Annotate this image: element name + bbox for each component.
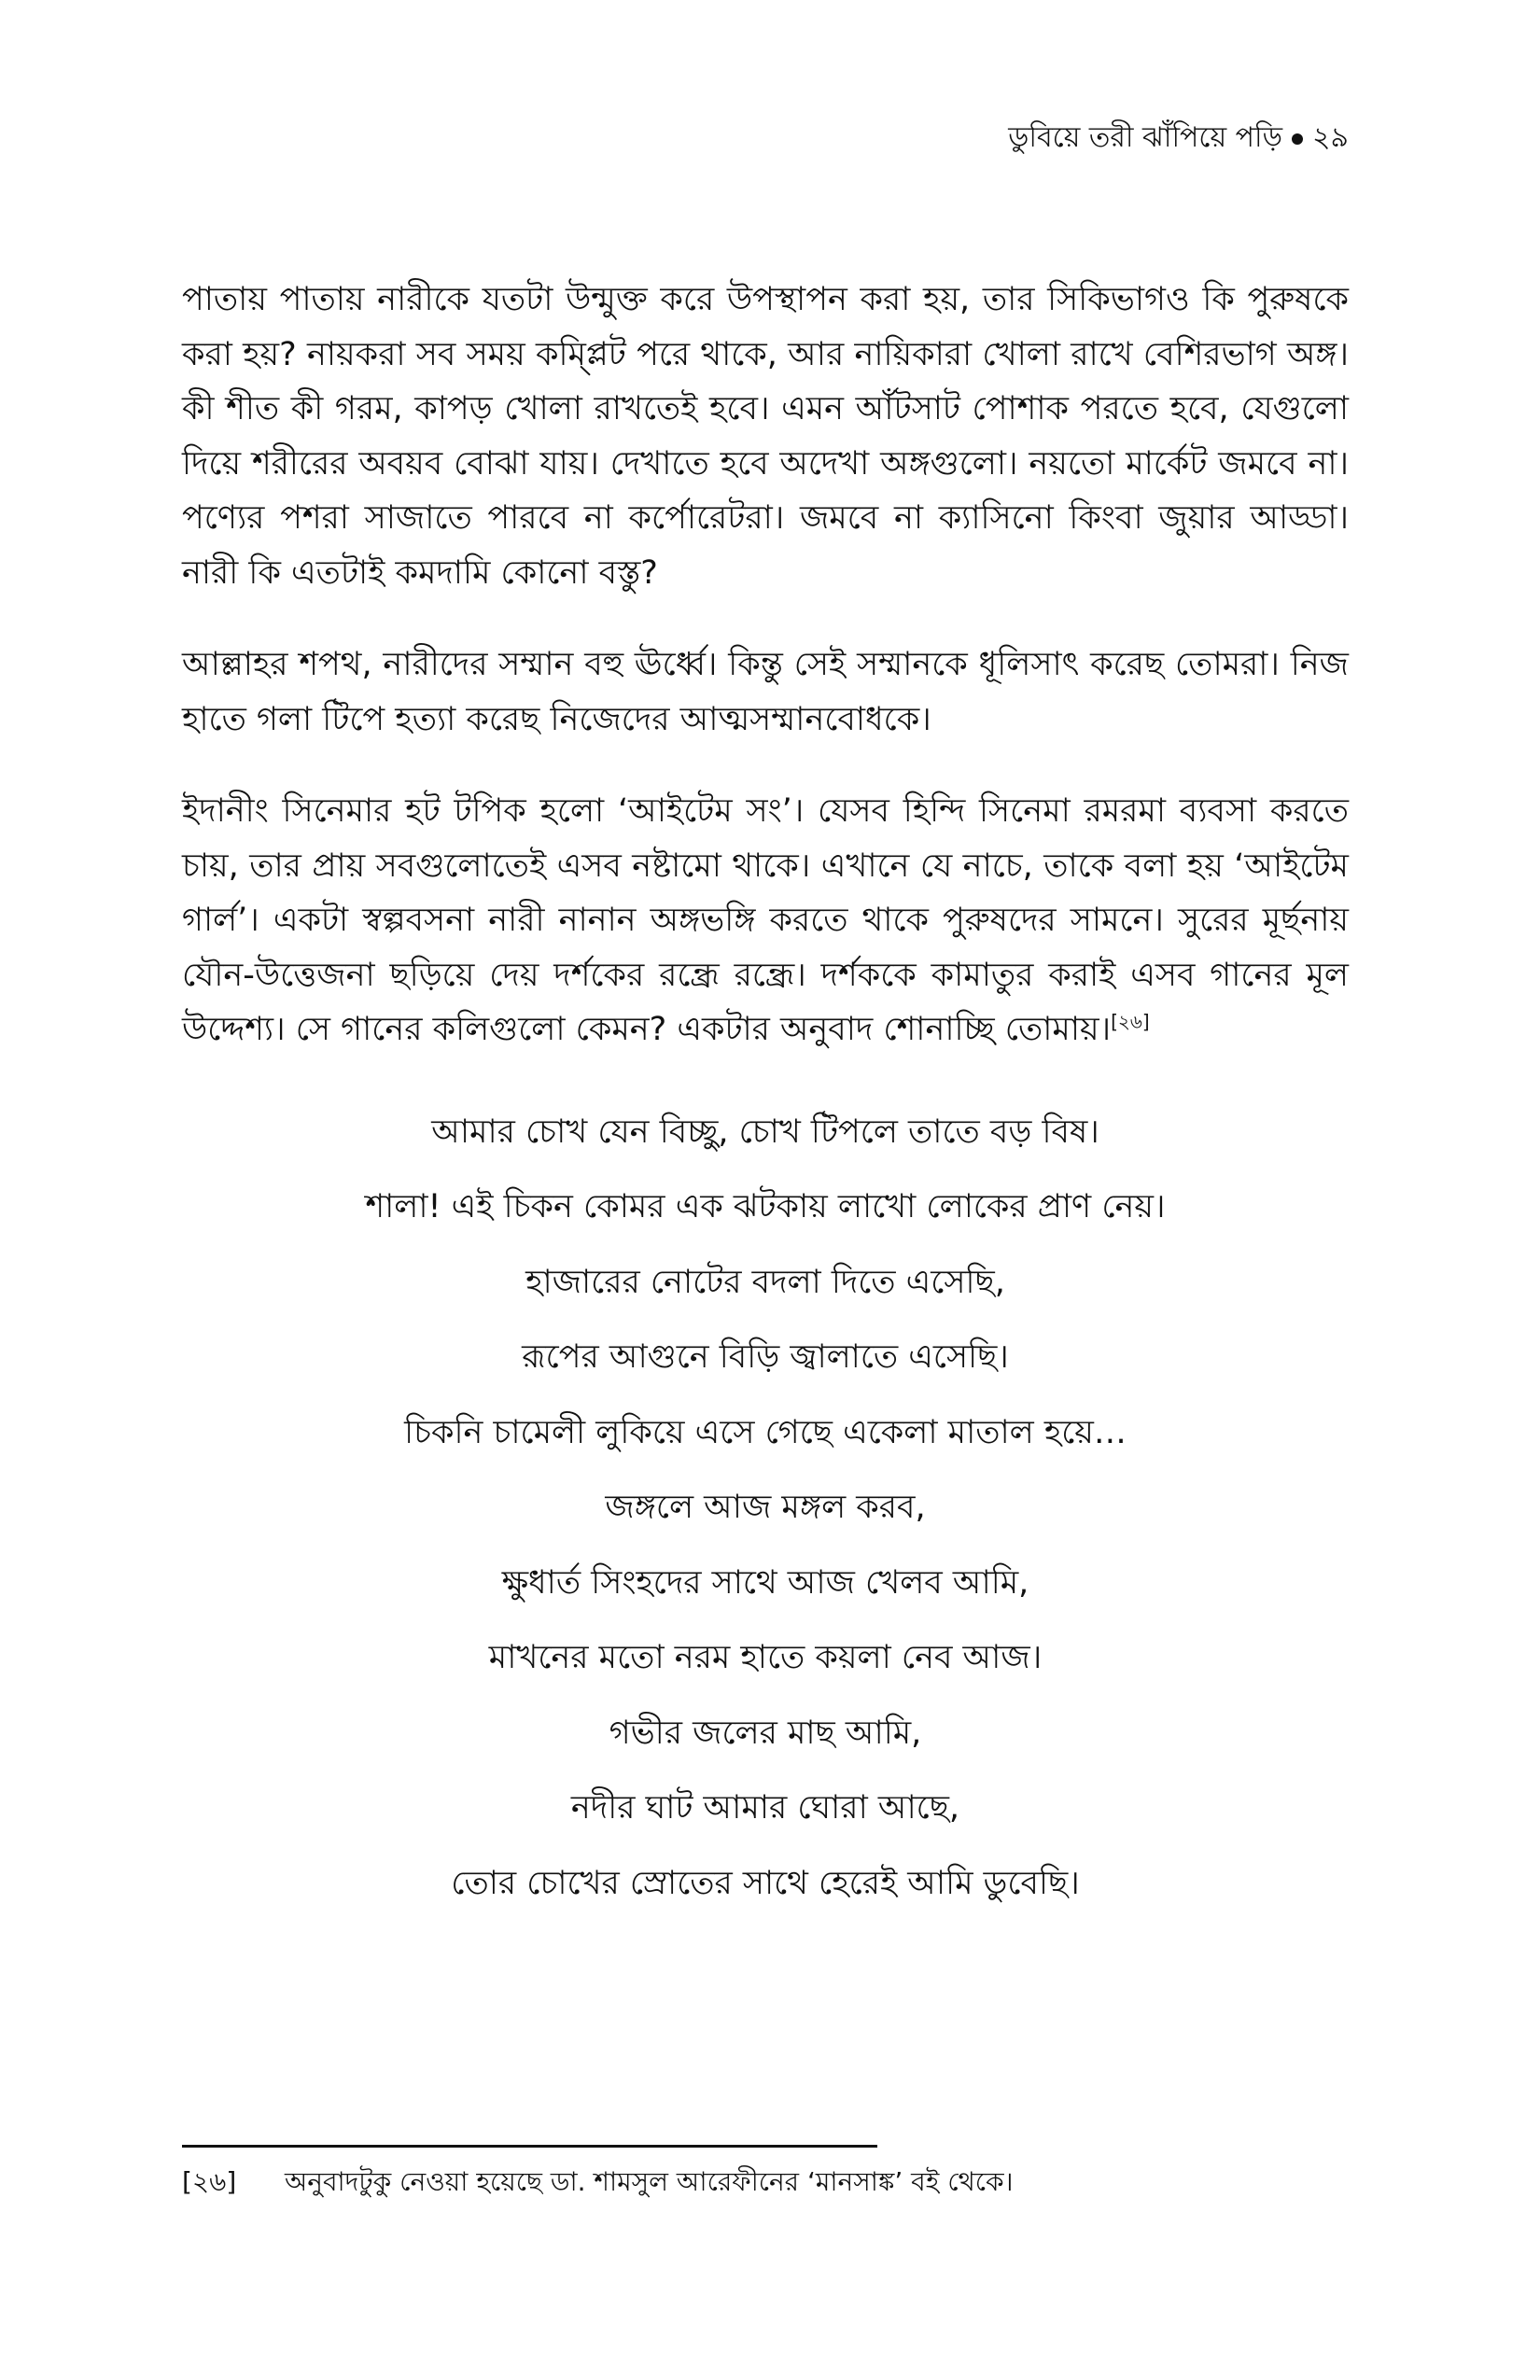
paragraph-1-text: পাতায় পাতায় নারীকে যতটা উন্মুক্ত করে উপস্থাপন করা হয়, তার সিকিভাগও কি পুরুষকে করা হয়? নায়করা সব সময় কম্প্লিট পরে থাকে, আর নায়িকারা খোলা রাখে বেশিরভাগ অঙ্গ। কী শীত কী গরম, কাপড় খোলা রাখতেই হবে। এমন আঁটসাট পোশাক পরতে হবে, যেগুলো দিয়ে শরীরের অবয়ব বোঝা যায়। দেখাতে হবে অদেখা অঙ্গগুলো। নয়তো মার্কেট জমবে না। পণ্যের পশরা সাজাতে পারবে না কর্পোরেটরা। জমবে না ক্যাসিনো কিংবা জুয়ার আড্ডা। নারী কি এতটাই কমদামি কোনো বস্তু? (182, 281, 1349, 592)
lyric-line: গভীর জলের মাছ আমি, (609, 1714, 922, 1752)
paragraph-2 (182, 637, 1349, 747)
footnote (182, 2163, 1349, 2201)
page-number: ২৯ (1312, 121, 1349, 154)
body-text (182, 273, 1349, 1921)
footnote-divider (182, 2145, 877, 2148)
lyric-line: মাখনের মতো নরম হাতে কয়লা নেব আজ। (488, 1639, 1043, 1676)
lyric-line: চিকনি চামেলী লুকিয়ে এসে গেছে একেলা মাতাল হয়ে… (404, 1413, 1127, 1451)
lyric-line: শালা! এই চিকন কোমর এক ঝটকায় লাখো লোকের প্রাণ নেয়। (365, 1188, 1166, 1225)
lyric-line: জঙ্গলে আজ মঙ্গল করব, (605, 1489, 926, 1526)
lyric-line: তোর চোখের স্রোতের সাথে হেরেই আমি ডুবেছি। (451, 1864, 1080, 1902)
lyric-line: হাজারের নোটের বদলা দিতে এসেছি, (525, 1263, 1005, 1301)
paragraph-1 (182, 273, 1349, 600)
paragraph-3 (182, 784, 1349, 1057)
footnote-text: অনুবাদটুকু নেওয়া হয়েছে ডা. শামসুল আরেফীনের ‘মানসাঙ্ক’ বই থেকে। (285, 2166, 1014, 2197)
running-head-title: ডুবিয়ে তরী ঝাঁপিয়ে পড়ি (1008, 121, 1283, 154)
lyric-line: ক্ষুধার্ত সিংহদের সাথে আজ খেলব আমি, (501, 1563, 1029, 1602)
bullet-icon (1292, 133, 1303, 145)
lyric-line: আমার চোখ যেন বিচ্ছু, চোখ টিপলে তাতে বড় বিষ। (431, 1113, 1099, 1151)
paragraph-2-text: আল্লাহর শপথ, নারীদের সম্মান বহু ঊর্ধ্বে। কিন্তু সেই সম্মানকে ধূলিসাৎ করেছ তোমরা। নিজ হাতে গলা টিপে হত্যা করেছ নিজেদের আত্মসম্মানবোধকে। (182, 646, 1349, 738)
song-lyrics (182, 1095, 1349, 1922)
lyric-line: রূপের আগুনে বিড়ি জ্বালাতে এসেছি। (522, 1338, 1009, 1376)
paragraph-3-text: ইদানীং সিনেমার হট টপিক হলো ‘আইটেম সং’। যেসব হিন্দি সিনেমা রমরমা ব্যবসা করতে চায়, তার প্রায় সবগুলোতেই এসব নষ্টামো থাকে। এখানে যে নাচে, তাকে বলা হয় ‘আইটেম গার্ল’। একটা স্বল্পবসনা নারী নানান অঙ্গভঙ্গি করতে থাকে পুরুষদের সামনে। সুরের মূর্ছনায় যৌন-উত্তেজনা ছড়িয়ে দেয় দর্শকের রন্ধ্রে রন্ধ্রে। দর্শককে কামাতুর করাই এসব গানের মূল উদ্দেশ্য। সে গানের কলিগুলো কেমন? একটার অনুবাদ শোনাচ্ছি তোমায়। (182, 792, 1349, 1048)
footnote-reference[interactable]: [২৬] (1111, 1010, 1150, 1033)
lyric-line: নদীর ঘাট আমার ঘোরা আছে, (570, 1789, 960, 1827)
footnote-number: [২৬] (182, 2166, 237, 2197)
running-head (1008, 119, 1349, 157)
book-page (182, 0, 1349, 2380)
